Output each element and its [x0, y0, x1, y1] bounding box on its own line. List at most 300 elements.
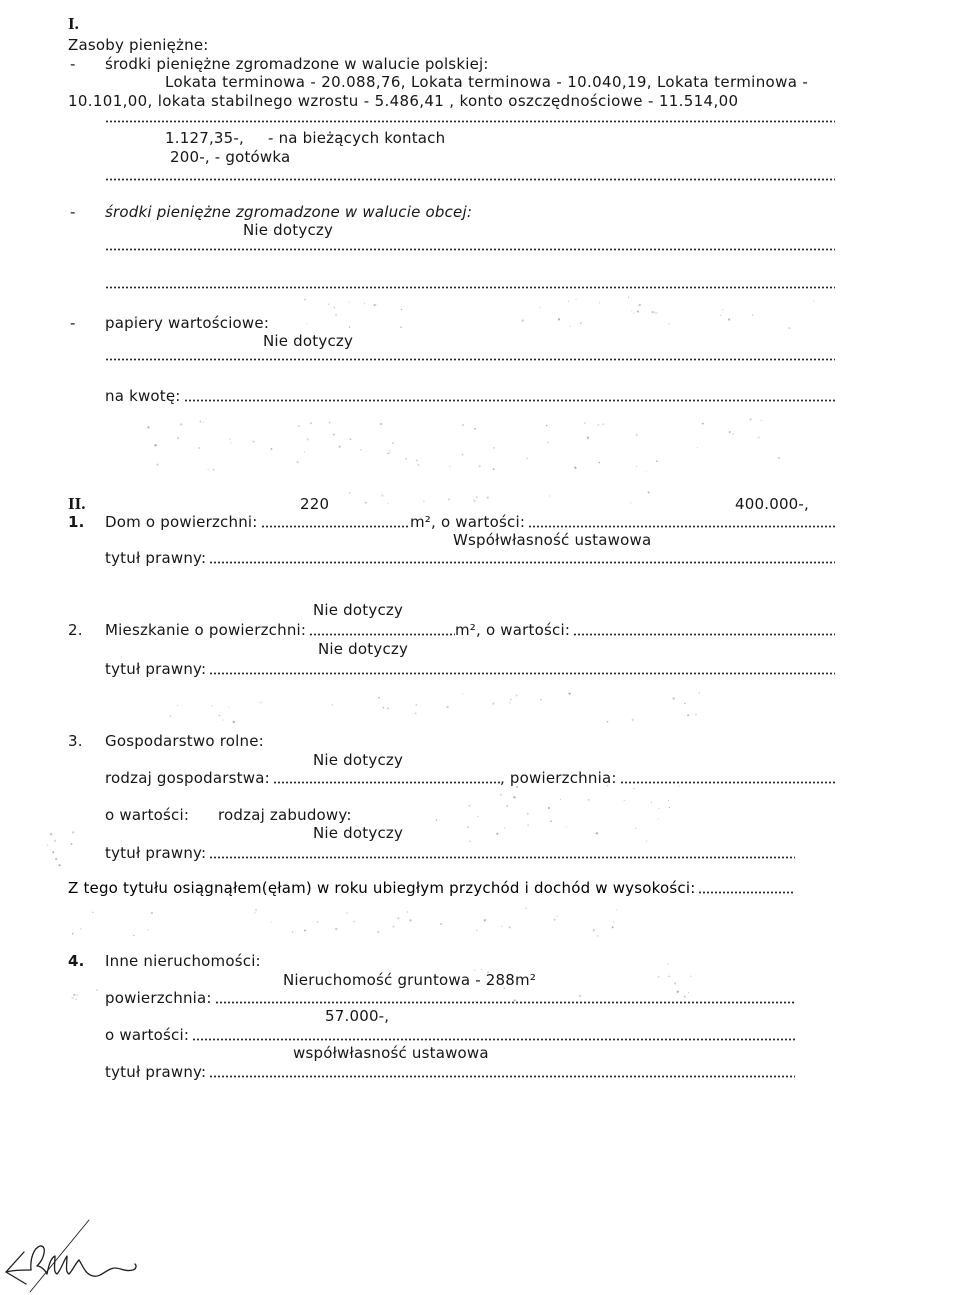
scan-speck [599, 302, 600, 303]
current-accounts-amount: 1.127,35-, [165, 129, 244, 147]
scan-speck [554, 919, 556, 921]
farm-value-label: o wartości: [105, 806, 190, 824]
scan-speck [70, 843, 72, 845]
scan-speck [401, 309, 402, 310]
scan-speck [658, 976, 660, 978]
other-property-label: Inne nieruchomości: [105, 952, 261, 970]
polish-currency-label: środki pieniężne zgromadzone w walucie polskiej: [105, 55, 489, 73]
scan-speck [223, 719, 224, 720]
scan-speck [651, 802, 652, 803]
dotted-leader [261, 525, 410, 528]
farm-type-field [105, 769, 500, 787]
scan-speck [603, 423, 604, 424]
scan-speck [75, 998, 77, 1000]
scan-speck [373, 304, 375, 306]
scan-speck [635, 828, 636, 829]
scan-speck [440, 923, 442, 925]
scan-speck [496, 833, 498, 835]
dotted-leader [209, 672, 835, 675]
scan-speck [630, 502, 631, 503]
farm-income-label: Z tego tytułu osiągnąłem(ęłam) w roku ubiegłym przychód i dochód w wysokości: [68, 879, 696, 897]
scan-speck [334, 306, 336, 308]
scan-speck [504, 827, 506, 829]
scan-speck [46, 844, 48, 846]
scan-speck [501, 926, 502, 927]
other-property-area-value: Nieruchomość gruntowa - 288m² [283, 971, 537, 989]
scan-speck [588, 799, 590, 801]
house-value: 400.000-, [735, 495, 810, 513]
dotted-line [105, 120, 835, 123]
scan-speck [72, 831, 74, 833]
scan-speck [50, 833, 52, 835]
securities-label: papiery wartościowe: [105, 314, 270, 332]
scan-speck [388, 453, 389, 454]
scan-speck [418, 464, 420, 466]
scan-speck [76, 994, 77, 995]
farm-income-row [68, 879, 795, 897]
scan-speck [154, 444, 156, 446]
scan-speck [758, 436, 760, 438]
scan-speck [151, 912, 153, 914]
cash-entry: 200-, - gotówka [170, 148, 291, 166]
dotted-line [105, 358, 835, 361]
scan-speck [656, 312, 658, 314]
scan-speck [570, 326, 571, 327]
flat-title-value: Nie dotyczy [318, 640, 409, 658]
signature [0, 1212, 150, 1294]
securities-amount-label: na kwotę: [105, 387, 181, 405]
scan-speck [522, 319, 524, 321]
other-property-title-value: współwłasność ustawowa [293, 1044, 489, 1062]
scan-speck [493, 447, 495, 449]
scan-speck [481, 969, 482, 970]
house-area-field [105, 513, 410, 531]
scan-speck [170, 716, 171, 717]
scan-speck [307, 438, 309, 440]
scan-speck [568, 693, 570, 695]
scan-speck [212, 705, 213, 706]
scan-speck [71, 997, 73, 999]
farm-title-label: tytuł prawny: [105, 844, 207, 862]
farm-title-row [105, 844, 795, 862]
scan-speck [575, 299, 576, 300]
house-value-field [410, 513, 835, 531]
scan-speck [500, 794, 501, 795]
dotted-leader [309, 633, 455, 636]
scan-speck [406, 458, 407, 459]
scan-speck [203, 422, 204, 423]
scan-speck [752, 314, 754, 316]
scan-speck [54, 840, 56, 842]
scan-speck [549, 495, 550, 496]
scan-speck [335, 314, 337, 316]
scan-speck [639, 304, 641, 306]
scan-speck [613, 921, 614, 922]
flat-area-label: Mieszkanie o powierzchni: [105, 621, 307, 639]
scan-speck [631, 310, 632, 311]
house-title-label: tytuł prawny: [105, 549, 207, 567]
scan-speck [668, 800, 669, 801]
flat-area-row [105, 621, 835, 639]
scan-speck [684, 703, 685, 704]
house-area-value: 220 [300, 495, 330, 513]
scan-speck [73, 994, 75, 996]
scan-speck [349, 301, 350, 302]
dotted-leader [209, 1075, 795, 1078]
scan-speck [260, 701, 262, 703]
bullet-dash: - [70, 203, 76, 221]
scan-speck [593, 929, 595, 931]
scan-speck [177, 705, 178, 706]
house-title-value: Współwłasność ustawowa [453, 531, 652, 549]
other-property-area-label: powierzchnia: [105, 989, 212, 1007]
scan-speck [526, 458, 528, 460]
bullet-dash: - [70, 55, 76, 73]
scan-speck [658, 808, 659, 809]
farm-buildings-label: rodzaj zabudowy: [218, 806, 352, 824]
other-property-area-row [105, 989, 795, 1007]
scan-speck [360, 449, 362, 451]
scan-speck [58, 864, 60, 866]
scan-speck [568, 301, 569, 302]
dotted-leader [620, 781, 835, 784]
other-property-value: 57.000-, [325, 1007, 390, 1025]
farm-type-value: Nie dotyczy [313, 751, 404, 769]
scan-speck [720, 315, 721, 316]
scan-speck [436, 819, 437, 820]
scan-speck [474, 428, 476, 430]
scan-speck [699, 692, 700, 693]
farm-area-label: , powierzchnia: [500, 769, 617, 787]
scan-speck [228, 706, 229, 707]
scan-speck [255, 909, 257, 911]
scan-speck [607, 721, 609, 723]
scan-speck [548, 807, 550, 809]
scan-speck [487, 497, 489, 499]
scan-speck [271, 921, 272, 922]
scan-speck [271, 448, 273, 450]
scan-speck [513, 796, 515, 798]
dotted-leader [698, 891, 795, 894]
scan-speck [416, 459, 418, 461]
scan-speck [634, 312, 635, 313]
scan-speck [584, 422, 585, 423]
scan-speck [304, 299, 305, 300]
scan-speck [423, 500, 425, 502]
scan-speck [540, 699, 541, 700]
scan-speck [634, 788, 635, 789]
other-property-title-row [105, 1063, 795, 1081]
other-property-item-number: 4. [68, 952, 85, 970]
scan-speck [415, 713, 417, 715]
scan-speck [378, 697, 380, 699]
scan-speck [304, 451, 306, 453]
dotted-leader [209, 856, 795, 859]
scan-speck [527, 824, 528, 825]
scan-speck [198, 447, 200, 449]
flat-value: Nie dotyczy [313, 601, 404, 619]
scan-speck [612, 926, 614, 928]
scan-speck [789, 327, 791, 329]
scan-speck [200, 421, 202, 423]
scan-speck [156, 464, 158, 466]
scan-speck [387, 453, 389, 455]
scan-speck [509, 926, 511, 928]
scan-speck [574, 467, 576, 469]
farm-buildings-value: Nie dotyczy [313, 824, 404, 842]
scan-speck [349, 492, 351, 494]
scan-speck [596, 832, 598, 834]
dotted-leader [273, 781, 500, 784]
scan-speck [310, 422, 312, 424]
scan-speck [667, 964, 668, 965]
scan-speck [393, 926, 395, 928]
scan-speck [177, 437, 179, 439]
scan-speck [597, 424, 599, 426]
scan-speck [377, 931, 379, 933]
scan-speck [338, 446, 340, 448]
scan-speck [648, 491, 650, 493]
scan-speck [317, 921, 319, 923]
scan-speck [695, 713, 697, 715]
scan-speck [462, 693, 463, 694]
scan-speck [566, 826, 567, 827]
scan-speck [213, 469, 215, 471]
scan-speck [449, 466, 450, 467]
scan-speck [539, 307, 541, 309]
scan-speck [380, 423, 382, 425]
scan-speck [761, 420, 762, 421]
scan-speck [527, 813, 528, 814]
polish-currency-entry-line-2: 10.101,00, lokata stabilnego wzrostu - 5.486,41 , konto oszczędnościowe - 11.514,00 [68, 92, 739, 110]
foreign-currency-label: środki pieniężne zgromadzone w walucie obcej: [105, 203, 473, 221]
scan-speck [628, 297, 629, 298]
scan-speck [510, 699, 512, 701]
house-area-row [105, 513, 835, 531]
house-title-row [105, 549, 835, 567]
scan-speck [636, 434, 638, 436]
scan-speck [656, 460, 658, 462]
scan-speck [383, 707, 385, 709]
scan-speck [448, 498, 450, 500]
scan-speck [230, 442, 231, 443]
farm-label: Gospodarstwo rolne: [105, 732, 264, 750]
scan-speck [546, 425, 548, 427]
farm-type-row [105, 769, 835, 787]
scan-speck [218, 715, 220, 717]
scan-speck [147, 929, 149, 931]
scan-speck [722, 309, 723, 310]
farm-item-number: 3. [68, 732, 83, 750]
scan-speck [473, 500, 475, 502]
scan-speck [375, 304, 377, 306]
scan-speck [462, 424, 464, 426]
scan-speck [407, 911, 408, 912]
securities-amount-row [105, 387, 835, 405]
scan-speck [180, 423, 182, 425]
scan-speck [304, 930, 306, 932]
scan-speck [415, 704, 417, 706]
scan-speck [365, 502, 367, 504]
scan-speck [72, 933, 74, 935]
scan-speck [728, 318, 730, 320]
scan-speck [646, 840, 647, 841]
scan-speck [329, 422, 331, 424]
scan-speck [654, 312, 656, 314]
scan-speck [525, 907, 527, 909]
dotted-leader [528, 525, 835, 528]
scan-speck [298, 425, 299, 426]
scan-speck [462, 454, 464, 456]
scan-speck [133, 935, 135, 937]
flat-title-row [105, 660, 835, 678]
scan-speck [493, 468, 495, 470]
scan-speck [623, 800, 624, 801]
flat-value-field [455, 621, 835, 639]
scan-speck [335, 928, 337, 930]
scan-speck [492, 702, 494, 704]
scan-speck [392, 442, 394, 444]
scan-speck [296, 461, 298, 463]
other-property-value-row [105, 1026, 795, 1044]
scan-speck [469, 805, 471, 807]
scan-speck [252, 441, 254, 443]
scan-speck [331, 704, 333, 706]
flat-value-label: m², o wartości: [455, 621, 571, 639]
scan-speck [346, 912, 347, 913]
scan-speck [397, 917, 399, 919]
scan-speck [52, 851, 54, 853]
scan-speck [476, 497, 477, 498]
scan-speck [702, 423, 704, 425]
scan-speck [587, 437, 589, 439]
house-item-number: 1. [68, 513, 85, 531]
scan-speck [477, 816, 478, 817]
foreign-currency-value: Nie dotyczy [243, 221, 334, 239]
flat-title-label: tytuł prawny: [105, 660, 207, 678]
scan-speck [674, 983, 676, 985]
scan-speck [778, 457, 780, 459]
scan-speck [598, 462, 600, 464]
dotted-leader [184, 399, 835, 402]
scan-speck [92, 912, 94, 914]
scan-speck [55, 858, 57, 860]
scan-speck [750, 418, 752, 420]
scan-speck [328, 303, 330, 305]
scan-speck [658, 818, 659, 819]
scan-speck [484, 919, 486, 921]
scan-speck [208, 469, 209, 470]
scan-speck [687, 714, 689, 716]
scan-speck [229, 438, 231, 440]
farm-area-field [500, 769, 835, 787]
scan-speck [637, 310, 639, 312]
scan-speck [652, 311, 654, 313]
scan-speck [556, 916, 558, 918]
scan-speck [96, 989, 97, 990]
scan-speck [80, 928, 82, 930]
scan-speck [558, 318, 560, 320]
scan-speck [597, 935, 599, 937]
scan-speck [446, 706, 448, 708]
other-property-title-label: tytuł prawny: [105, 1063, 207, 1081]
scan-speck [646, 471, 647, 472]
scan-speck [388, 503, 389, 504]
other-property-value-label: o wartości: [105, 1026, 190, 1044]
dotted-line [105, 248, 835, 251]
scan-speck [509, 702, 511, 704]
scan-speck [560, 799, 561, 800]
cash-resources-heading: Zasoby pieniężne: [68, 36, 209, 54]
scan-speck [147, 426, 149, 428]
scan-speck [636, 466, 637, 467]
scan-speck [254, 912, 256, 914]
scan-speck [400, 326, 402, 328]
flat-area-field [105, 621, 455, 639]
polish-currency-entry-line-1: Lokata terminowa - 20.088,76, Lokata terminowa - 10.040,19, Lokata terminowa - [165, 73, 809, 91]
scan-speck [669, 807, 670, 808]
scan-speck [550, 820, 552, 822]
scan-speck [580, 322, 582, 324]
scan-speck [697, 447, 698, 448]
scan-speck [668, 976, 669, 977]
scan-speck [389, 450, 390, 451]
dotted-leader [573, 633, 835, 636]
scan-speck [506, 805, 508, 807]
scan-speck [409, 919, 411, 921]
scan-speck [381, 494, 383, 496]
dotted-leader [192, 1038, 795, 1041]
scan-speck [813, 300, 815, 302]
dotted-leader [209, 561, 835, 564]
bullet-dash: - [70, 314, 76, 332]
dotted-leader [215, 1001, 795, 1004]
scan-speck [478, 465, 480, 467]
scan-speck [469, 841, 470, 842]
scan-speck [690, 975, 691, 976]
scan-speck [306, 323, 307, 324]
scan-speck [476, 930, 477, 931]
scan-speck [547, 442, 548, 443]
flat-item-number: 2. [68, 621, 83, 639]
section-1-number: I. [68, 14, 79, 33]
house-area-label: Dom o powierzchni: [105, 513, 258, 531]
scan-speck [668, 323, 669, 324]
current-accounts-label: - na bieżących kontach [268, 129, 446, 147]
scan-speck [516, 694, 518, 696]
scan-speck [729, 431, 731, 433]
scan-speck [733, 433, 734, 434]
scan-speck [72, 933, 74, 935]
scan-speck [673, 697, 675, 699]
scan-speck [354, 921, 356, 923]
scan-speck [233, 721, 235, 723]
dotted-line [105, 178, 835, 181]
house-value-label: m², o wartości: [410, 513, 526, 531]
scan-speck [349, 326, 350, 327]
securities-value: Nie dotyczy [263, 332, 354, 350]
scan-speck [304, 930, 305, 931]
scan-speck [467, 826, 469, 828]
dotted-line [105, 286, 835, 289]
scan-speck [292, 931, 294, 933]
scan-speck [364, 303, 365, 304]
scan-speck [632, 719, 634, 721]
scan-speck [350, 439, 352, 441]
scan-speck [569, 693, 571, 695]
scan-speck [616, 909, 617, 910]
scan-speck [333, 434, 335, 436]
